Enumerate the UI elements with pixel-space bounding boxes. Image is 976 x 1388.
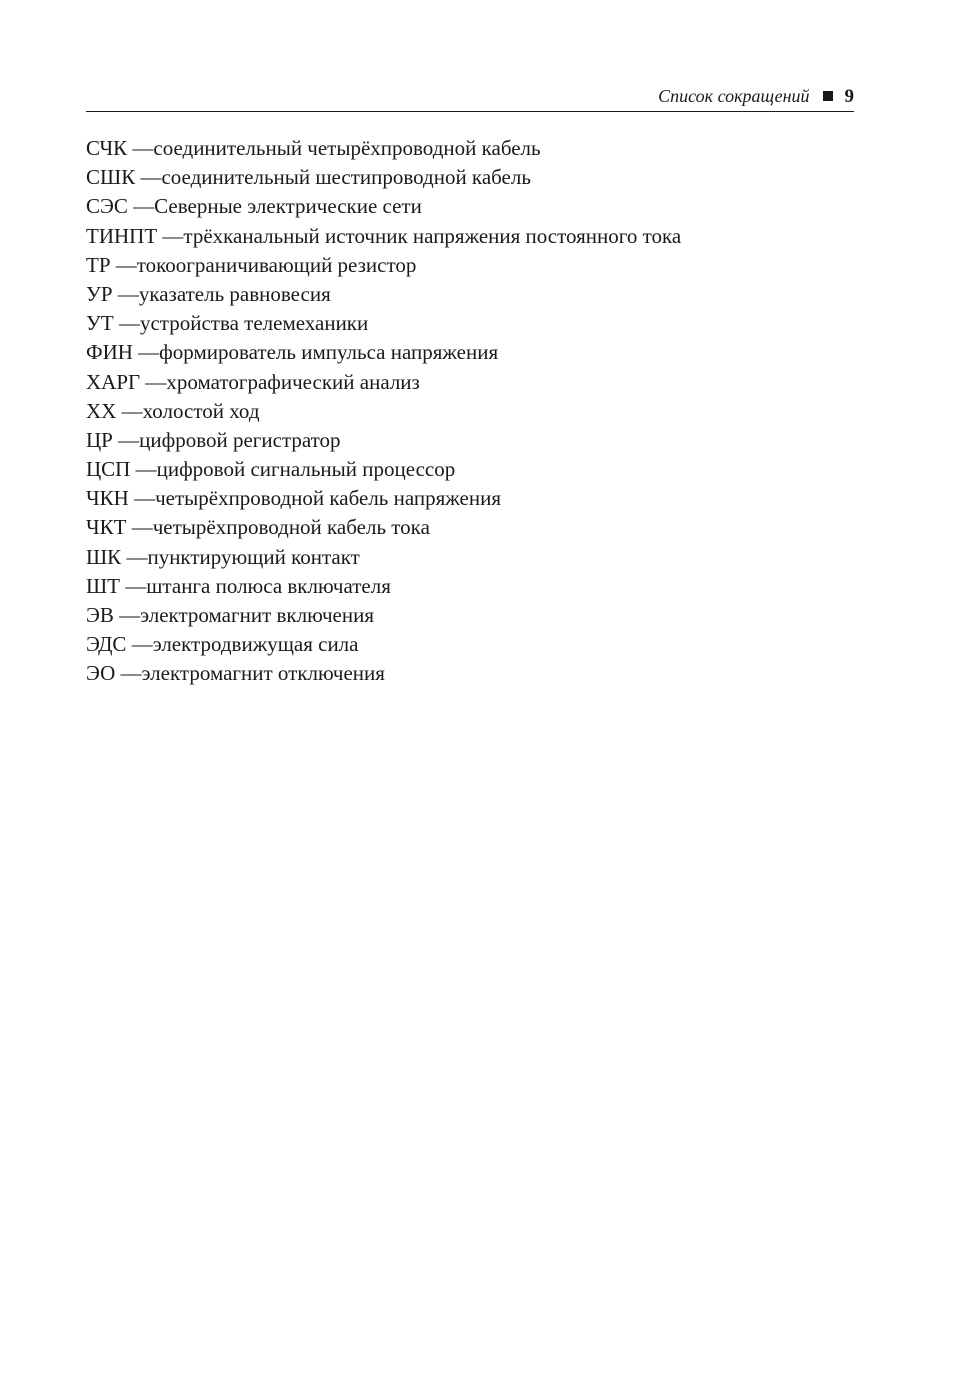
definition: трёхканальный источник напряжения постоянного тока — [183, 223, 682, 248]
definition: электродвижущая сила — [152, 632, 359, 657]
definition: хроматографический анализ — [166, 369, 420, 394]
em-dash-separator — [116, 399, 142, 423]
abbreviation: ЧКН — [86, 486, 129, 511]
list-item — [86, 543, 886, 572]
list-item — [86, 368, 886, 397]
abbreviation: ТИНПТ — [86, 223, 158, 248]
definition: четырёхпроводной кабель напряжения — [155, 486, 501, 511]
em-dash-separator — [127, 136, 153, 160]
abbreviation: ЧКТ — [86, 515, 127, 540]
list-item — [86, 426, 886, 455]
list-item — [86, 513, 886, 542]
page-header — [86, 84, 854, 112]
list-item — [86, 397, 886, 426]
list-item — [86, 192, 886, 221]
abbreviation: СШК — [86, 165, 136, 190]
em-dash-separator — [126, 632, 152, 656]
definition: электромагнит включения — [140, 603, 375, 627]
em-dash-separator — [129, 486, 155, 510]
abbreviation-list — [86, 134, 886, 689]
page-number: 9 — [844, 86, 854, 107]
definition: формирователь импульса напряжения — [159, 340, 499, 365]
abbreviation: ЭДС — [86, 632, 127, 657]
em-dash-separator — [114, 311, 140, 335]
abbreviation: ЦР — [86, 427, 113, 452]
em-dash-separator — [128, 194, 154, 218]
abbreviation: СЭС — [86, 194, 128, 219]
abbreviation: УТ — [86, 311, 114, 336]
abbreviation: УР — [86, 281, 113, 306]
definition: штанга полюса включателя — [146, 573, 391, 598]
list-item — [86, 251, 886, 280]
definition: четырёхпроводной кабель тока — [152, 515, 430, 540]
abbreviation: ФИН — [86, 340, 133, 365]
em-dash-separator — [140, 370, 166, 394]
em-dash-separator — [133, 340, 159, 364]
em-dash-separator — [121, 545, 147, 569]
em-dash-separator — [115, 661, 141, 685]
list-item — [86, 309, 886, 338]
definition: соединительный четырёхпроводной кабель — [153, 136, 541, 160]
list-item — [86, 601, 886, 630]
list-item — [86, 659, 886, 688]
header-right — [658, 86, 854, 108]
abbreviation: ЦСП — [86, 457, 131, 482]
running-title: Список сокращений — [658, 86, 810, 106]
definition: соединительный шестипроводной кабель — [161, 165, 531, 190]
definition: цифровой регистратор — [139, 427, 341, 452]
list-item — [86, 163, 886, 192]
em-dash-separator — [113, 282, 139, 306]
definition: устройства телемеханики — [139, 311, 369, 336]
abbreviation: СЧК — [86, 136, 128, 160]
em-dash-separator — [114, 603, 140, 627]
em-dash-separator — [120, 574, 146, 598]
definition: пунктирующий контакт — [147, 544, 360, 569]
em-dash-separator — [157, 224, 183, 248]
em-dash-separator — [113, 428, 139, 452]
list-item — [86, 134, 886, 163]
definition: холостой ход — [142, 398, 260, 423]
abbreviation: ЭВ — [86, 603, 114, 627]
black-square-icon — [823, 91, 833, 101]
abbreviation: ТР — [86, 252, 111, 277]
abbreviation: ЭО — [86, 661, 116, 686]
definition: указатель равновесия — [138, 281, 331, 306]
list-item — [86, 280, 886, 309]
definition: электромагнит отключения — [141, 661, 385, 686]
definition: цифровой сигнальный процессор — [156, 457, 456, 482]
list-item — [86, 572, 886, 601]
definition: токоограничивающий резистор — [136, 252, 417, 277]
abbreviation: ШК — [86, 544, 122, 569]
list-item — [86, 338, 886, 367]
list-item — [86, 630, 886, 659]
em-dash-separator — [111, 253, 137, 277]
abbreviation: ХАРГ — [86, 369, 141, 394]
list-item — [86, 455, 886, 484]
abbreviation: ХХ — [86, 398, 117, 423]
abbreviation: ШТ — [86, 573, 121, 598]
em-dash-separator — [130, 457, 156, 481]
list-item — [86, 222, 886, 251]
list-item — [86, 484, 886, 513]
em-dash-separator — [126, 515, 152, 539]
definition: Северные электрические сети — [154, 194, 422, 219]
em-dash-separator — [135, 165, 161, 189]
